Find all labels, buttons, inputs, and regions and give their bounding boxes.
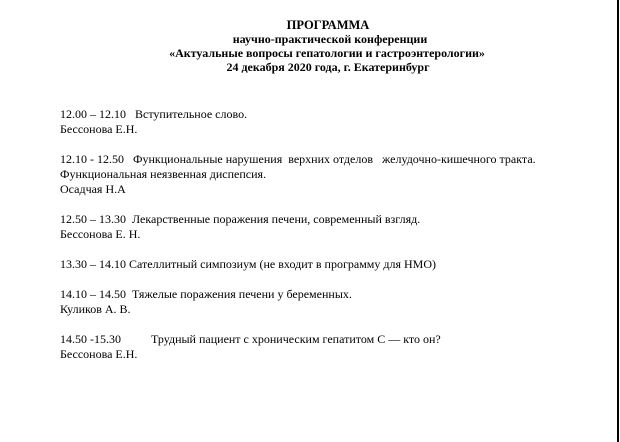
conference-type: научно-практической конференции bbox=[232, 32, 428, 46]
program-topic-continuation: Функциональная неязвенная диспепсия. bbox=[60, 167, 267, 181]
program-speaker: Бессонова Е.Н. bbox=[60, 122, 138, 136]
program-gap bbox=[121, 332, 151, 346]
program-item bbox=[60, 212, 536, 242]
program-title: ПРОГРАММА bbox=[286, 18, 370, 32]
program-item bbox=[60, 287, 536, 317]
program-time: 13.30 – 14.10 bbox=[60, 257, 126, 271]
program-item bbox=[60, 152, 536, 197]
program-item-heading bbox=[60, 257, 536, 272]
conference-date-place: 24 декабря 2020 года, г. Екатеринбург bbox=[226, 60, 430, 74]
program-topic: Лекарственные поражения печени, современный взгляд. bbox=[132, 212, 421, 226]
program-topic: Функциональные нарушения верхних отделов желудочно-кишечного тракта. bbox=[133, 152, 536, 166]
program-gap bbox=[124, 152, 133, 166]
program-speaker: Осадчая Н.А bbox=[60, 182, 126, 196]
program-item bbox=[60, 257, 536, 272]
program-gap bbox=[126, 107, 135, 121]
program-speaker: Куликов А. В. bbox=[60, 302, 131, 316]
program-topic: Сателлитный симпозиум (не входит в программу для НМО) bbox=[129, 257, 437, 271]
conference-name: «Актуальные вопросы гепатологии и гастроэнтерологии» bbox=[169, 46, 485, 60]
program-item bbox=[60, 107, 536, 137]
program-speaker: Бессонова Е. Н. bbox=[60, 227, 141, 241]
program-speaker: Бессонова Е.Н. bbox=[60, 347, 138, 361]
program-item-heading bbox=[60, 107, 536, 122]
program-time: 12.00 – 12.10 bbox=[60, 107, 126, 121]
program-topic: Трудный пациент с хроническим гепатитом С — кто он? bbox=[151, 332, 441, 346]
program-item-heading bbox=[60, 287, 536, 302]
program-time: 14.50 -15.30 bbox=[60, 332, 121, 346]
program-list bbox=[60, 107, 536, 377]
program-time: 14.10 – 14.50 bbox=[60, 287, 126, 301]
program-item-heading bbox=[60, 152, 536, 167]
program-item-heading bbox=[60, 212, 536, 227]
program-time: 12.10 - 12.50 bbox=[60, 152, 124, 166]
program-topic: Тяжелые поражения печени у беременных. bbox=[132, 287, 352, 301]
program-topic: Вступительное слово. bbox=[135, 107, 248, 121]
program-time: 12.50 – 13.30 bbox=[60, 212, 126, 226]
program-item-heading bbox=[60, 332, 536, 347]
program-item bbox=[60, 332, 536, 362]
program-header bbox=[0, 18, 620, 74]
